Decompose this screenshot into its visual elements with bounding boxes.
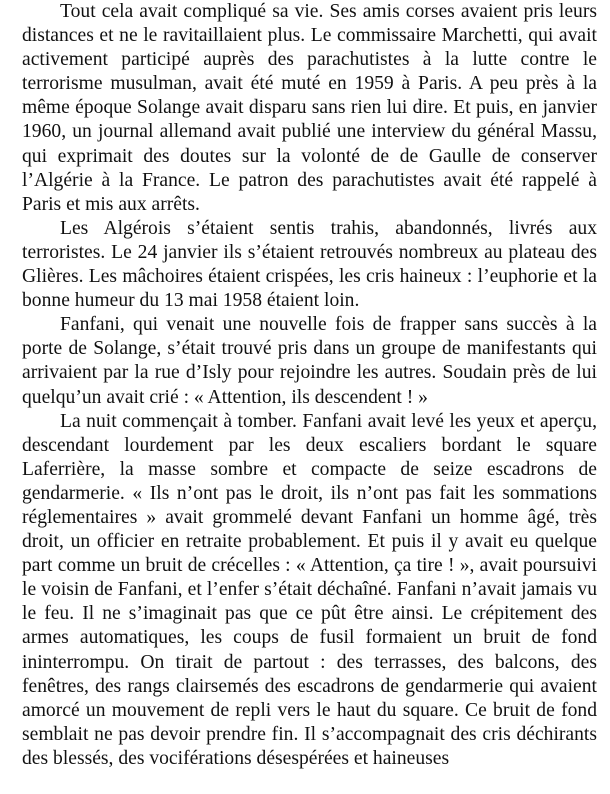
book-page [22,0,597,771]
paragraph-1: Tout cela avait compliqué sa vie. Ses amis corses avaient pris leurs distances et ne le ravitaillaient plus. Le commissaire Marchetti, qui avait activement participé auprès des parachutistes à la lutte contre le terrorisme musulman, avait été muté en 1959 à Paris. A peu près à la même époque Solange avait disparu sans rien lui dire. Et puis, en janvier 1960, un journal allemand avait publié une interview du général Massu, qui exprimait des doutes sur la volonté de de Gaulle de conserver l’Algérie à la France. Le patron des parachutistes avait été rappelé à Paris et mis aux arrêts. [22,1,597,215]
paragraph-3: Fanfani, qui venait une nouvelle fois de frapper sans succès à la porte de Solange, s’était trouvé pris dans un groupe de manifestants qui arrivaient par la rue d’Isly pour rejoindre les autres. Soudain près de lui quelqu’un avait crié : « Attention, ils descendent ! » [22,314,597,408]
paragraph-4: La nuit commençait à tomber. Fanfani avait levé les yeux et aperçu, descendant lourdement par les deux escaliers bordant le square Laferrière, la masse sombre et compacte de seize escadrons de gendarmerie. « Ils n’ont pas le droit, ils n’ont pas fait les sommations réglementaires » avait grommelé devant Fanfani un homme âgé, très droit, un officier en retraite probablement. Et puis il y avait eu quelque part comme un bruit de crécelles : « Attention, ça tire ! », avait poursuivi le voisin de Fanfani, et l’enfer s’était déchaîné. Fanfani n’avait jamais vu le feu. Il ne s’imaginait pas que ce pût être ainsi. Le crépitement des armes automatiques, les coups de fusil formaient un bruit de fond ininterrompu. On tirait de partout : des terrasses, des balcons, des fenêtres, des rangs clairsemés des escadrons de gendarmerie qui avaient amorcé un mouvement de repli vers le haut du square. Ce bruit de fond semblait ne pas devoir prendre fin. Il s’accompagnait des cris déchirants des blessés, des vociférations désespérées et haineuses [22,410,597,769]
paragraph-2: Les Algérois s’étaient sentis trahis, abandonnés, livrés aux terroristes. Le 24 janvier ils s’étaient retrouvés nombreux au plateau des Glières. Les mâchoires étaient crispées, les cris haineux : l’euphorie et la bonne humeur du 13 mai 1958 étaient loin. [22,217,597,312]
